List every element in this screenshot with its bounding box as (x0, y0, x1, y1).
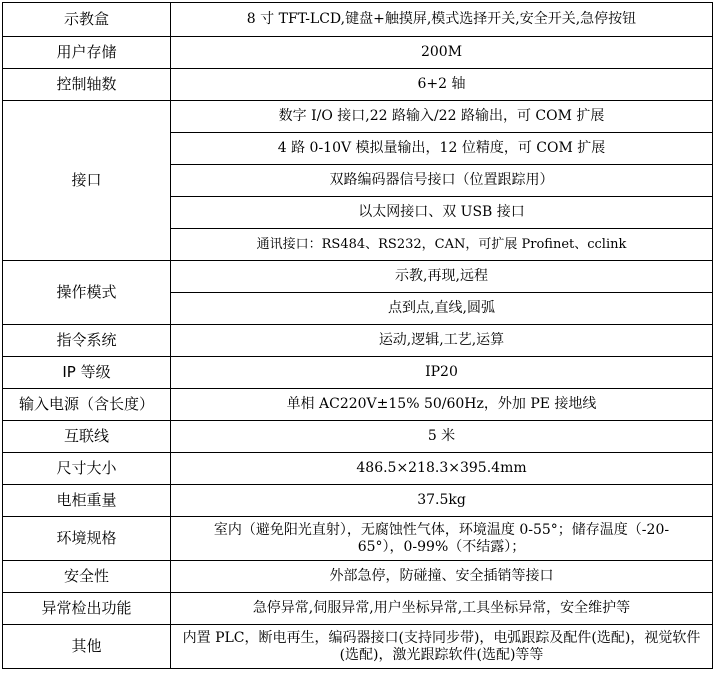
row-value: 单相 AC220V±15% 50/60Hz，外加 PE 接地线 (171, 389, 713, 421)
table-row (3, 625, 713, 669)
row-value: 37.5kg (171, 485, 713, 517)
row-value: 5 米 (171, 421, 713, 453)
row-value: 4 路 0-10V 模拟量输出，12 位精度，可 COM 扩展 (171, 133, 713, 165)
row-value: 示教,再现,远程 (171, 261, 713, 293)
row-label: 异常检出功能 (3, 593, 171, 625)
table-row (3, 421, 713, 453)
row-value: 点到点,直线,圆弧 (171, 293, 713, 325)
row-label: 输入电源（含长度） (3, 389, 171, 421)
table-row (3, 593, 713, 625)
row-value: 外部急停，防碰撞、安全插销等接口 (171, 561, 713, 593)
row-label: 示教盒 (3, 3, 171, 37)
row-value: 通讯接口：RS484、RS232，CAN，可扩展 Profinet、cclink (171, 229, 713, 261)
row-value: 200M (171, 37, 713, 69)
table-row (3, 69, 713, 101)
table-row (3, 485, 713, 517)
table-row (3, 389, 713, 421)
table-row (3, 561, 713, 593)
row-value: 内置 PLC，断电再生，编码器接口(支持同步带)，电弧跟踪及配件(选配)，视觉软件(选配)，激光跟踪软件(选配)等等 (171, 625, 713, 669)
row-label: 接口 (3, 101, 171, 261)
row-value: 室内（避免阳光直射），无腐蚀性气体，环境温度 0-55°；储存温度（-20-65°），0-99%（不结露）； (171, 517, 713, 561)
row-label: 安全性 (3, 561, 171, 593)
row-label: 电柜重量 (3, 485, 171, 517)
row-value: 运动,逻辑,工艺,运算 (171, 325, 713, 357)
row-label: IP 等级 (3, 357, 171, 389)
row-value: 双路编码器信号接口（位置跟踪用） (171, 165, 713, 197)
row-label: 用户存储 (3, 37, 171, 69)
table-row (3, 453, 713, 485)
table-row (3, 261, 713, 293)
row-label: 互联线 (3, 421, 171, 453)
row-value: 以太网接口、双 USB 接口 (171, 197, 713, 229)
row-label: 控制轴数 (3, 69, 171, 101)
table-row (3, 517, 713, 561)
table-row (3, 3, 713, 37)
row-value: IP20 (171, 357, 713, 389)
table-row (3, 101, 713, 133)
table-row (3, 325, 713, 357)
row-label: 其他 (3, 625, 171, 669)
row-value: 6+2 轴 (171, 69, 713, 101)
row-value: 486.5×218.3×395.4mm (171, 453, 713, 485)
row-label: 操作模式 (3, 261, 171, 325)
row-label: 尺寸大小 (3, 453, 171, 485)
row-value: 数字 I/O 接口,22 路输入/22 路输出，可 COM 扩展 (171, 101, 713, 133)
table-row (3, 357, 713, 389)
row-value: 急停异常,伺服异常,用户坐标异常,工具坐标异常，安全维护等 (171, 593, 713, 625)
row-value: 8 寸 TFT-LCD,键盘+触摸屏,模式选择开关,安全开关,急停按钮 (171, 3, 713, 37)
spec-table (2, 2, 713, 669)
table-row (3, 37, 713, 69)
row-label: 环境规格 (3, 517, 171, 561)
row-label: 指令系统 (3, 325, 171, 357)
